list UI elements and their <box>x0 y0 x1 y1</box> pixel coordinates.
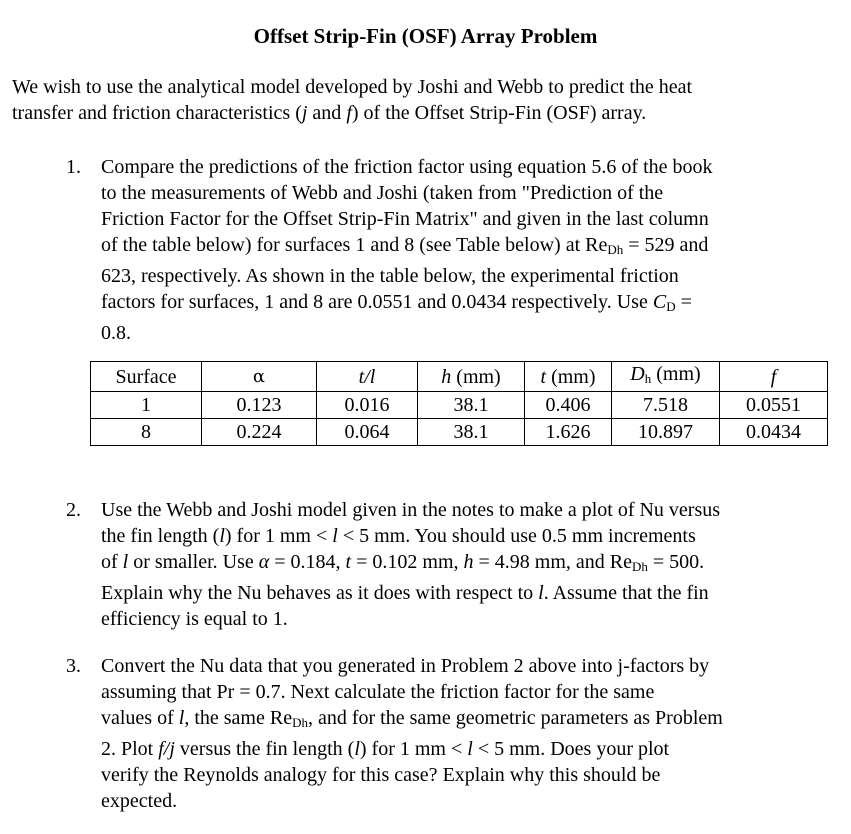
problem-number: 1. <box>66 156 81 178</box>
table-cell: 8 <box>91 419 202 446</box>
intro-line: We wish to use the analytical model developed by Joshi and Webb to predict the heat <box>12 76 693 98</box>
table-cell: 0.0551 <box>720 392 828 419</box>
table-row <box>91 419 828 446</box>
table-cell: 38.1 <box>418 392 525 419</box>
surface-data-table <box>90 361 828 446</box>
problem-number: 2. <box>66 499 81 521</box>
header-dh: Dh (mm) <box>612 362 720 392</box>
table-cell: 10.897 <box>612 419 720 446</box>
table-cell: 0.0434 <box>720 419 828 446</box>
header-surface: Surface <box>91 362 202 392</box>
table-cell: 38.1 <box>418 419 525 446</box>
table-cell: 0.406 <box>525 392 612 419</box>
problem-text: Convert the Nu data that you generated in Problem 2 above into j-factors by assuming that Pr = 0.7. Next calculate the friction factor for the same values of l, the same $Re_{Dh}$, and for the same geometric parameters as Problem 2. Plot f/j versus the fin length (l) for 1 mm < l < 5 mm. Does your plot verify the Reynolds analogy for this case? Explain why this should be expected. <box>101 655 723 812</box>
table-cell: 0.064 <box>317 419 418 446</box>
table-cell: 0.016 <box>317 392 418 419</box>
table-cell: 1.626 <box>525 419 612 446</box>
header-t-over-l: t/l <box>317 362 418 392</box>
problem-text: Use the Webb and Joshi model given in the notes to make a plot of Nu versus the fin length (l) for 1 mm < l < 5 mm. You should use 0.5 mm increments of l or smaller. Use α = 0.184, t = 0.102 mm, h = 4.98 mm, and $Re_{Dh} = 500$. Explain why the Nu behaves as it does with respect to l. Assume that the fin efficiency is equal to 1. <box>101 499 721 630</box>
table-cell: 7.518 <box>612 392 720 419</box>
header-h: h (mm) <box>418 362 525 392</box>
problem-number: 3. <box>66 655 81 677</box>
page-title: Offset Strip-Fin (OSF) Array Problem <box>253 24 598 48</box>
problem-text: Compare the predictions of the friction factor using equation 5.6 of the book to the measurements of Webb and Joshi (taken from "Prediction of the Friction Factor for the Offset Strip-Fin Matrix" and given in the last column of the table below) for surfaces 1 and 8 (see Table below) at $Re_{Dh} = 529$ and 623, respectively. As shown in the table below, the experimental friction factors for surfaces, 1 and 8 are 0.0551 and 0.0434 respectively. Use $C_D$ = 0.8. <box>101 156 713 344</box>
table-header-row <box>91 362 828 392</box>
table-cell: 0.224 <box>202 419 317 446</box>
table-cell: 0.123 <box>202 392 317 419</box>
table-row <box>91 392 828 419</box>
table-cell: 1 <box>91 392 202 419</box>
intro-line: transfer and friction characteristics (j and f) of the Offset Strip-Fin (OSF) array. <box>12 102 647 124</box>
header-alpha: α <box>202 362 317 392</box>
header-t: t (mm) <box>525 362 612 392</box>
header-f: f <box>720 362 828 392</box>
intro-paragraph <box>12 74 832 126</box>
